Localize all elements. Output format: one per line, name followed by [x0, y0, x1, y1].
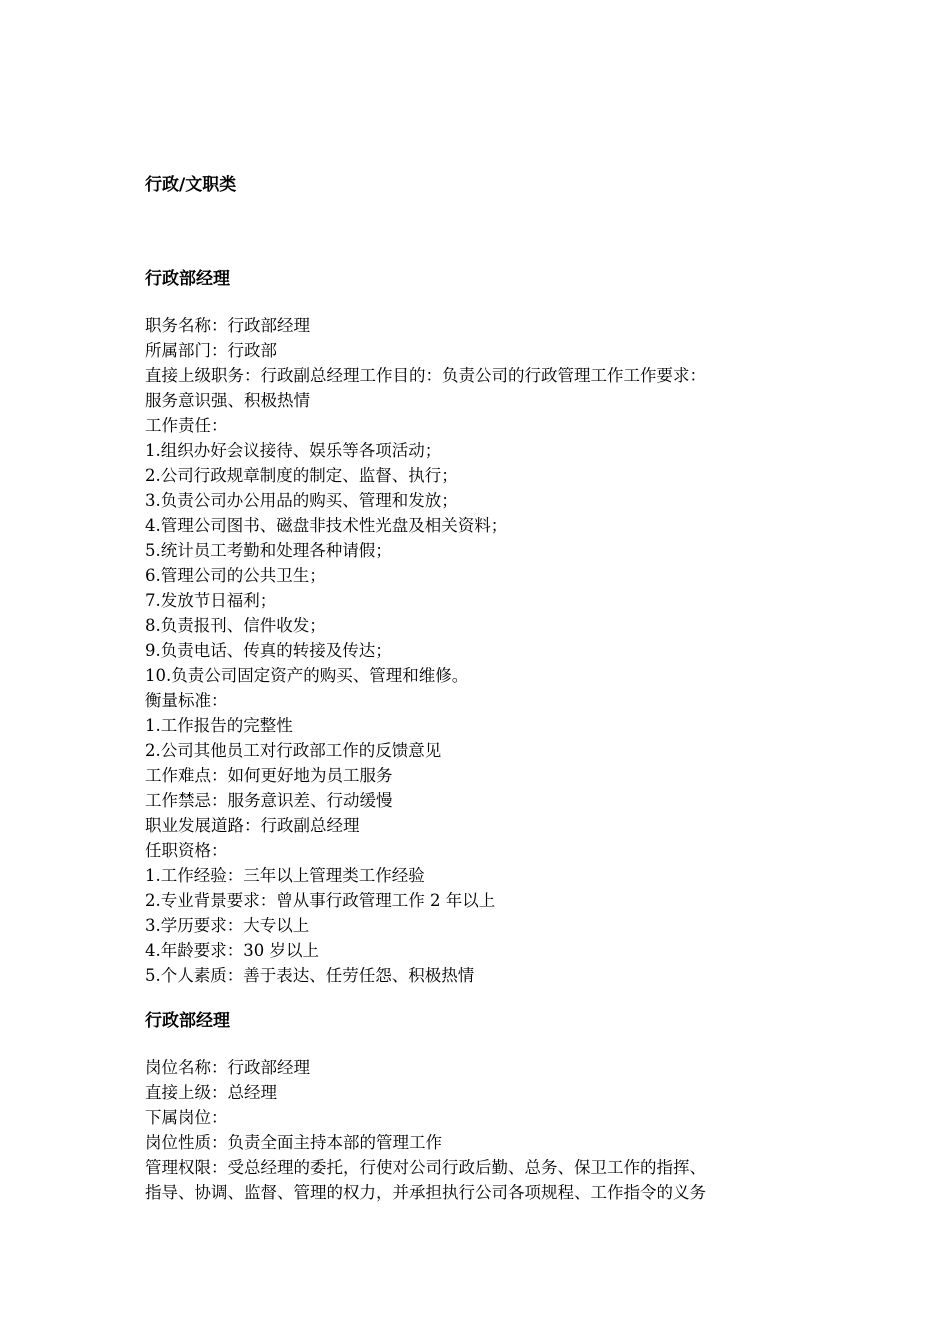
body-line: 1.组织办好会议接待、娱乐等各项活动； — [145, 441, 442, 460]
body-line: 工作禁忌：服务意识差、行动缓慢 — [145, 791, 393, 810]
body-line: 所属部门：行政部 — [145, 341, 277, 360]
body-line: 8.负责报刊、信件收发； — [145, 616, 326, 635]
body-line: 管理权限：受总经理的委托，行使对公司行政后勤、总务、保卫工作的指挥、 — [145, 1158, 706, 1177]
body-line: 1.工作报告的完整性 — [145, 716, 293, 735]
body-line: 直接上级：总经理 — [145, 1083, 277, 1102]
body-line: 5.个人素质：善于表达、任劳任怨、积极热情 — [145, 966, 475, 985]
body-line: 直接上级职务：行政副总经理工作目的：负责公司的行政管理工作工作要求： — [145, 366, 706, 385]
body-line: 7.发放节日福利； — [145, 591, 277, 610]
section-body — [145, 313, 825, 988]
body-line: 2.公司行政规章制度的制定、监督、执行； — [145, 466, 458, 485]
body-line: 1.工作经验：三年以上管理类工作经验 — [145, 866, 425, 885]
body-line: 衡量标准： — [145, 691, 228, 710]
body-line: 3.学历要求：大专以上 — [145, 916, 310, 935]
body-line: 6.管理公司的公共卫生； — [145, 566, 326, 585]
body-line: 4.年龄要求：30 岁以上 — [145, 941, 319, 960]
body-line: 下属岗位： — [145, 1108, 228, 1127]
body-line: 10.负责公司固定资产的购买、管理和维修。 — [145, 666, 469, 685]
body-line: 工作难点：如何更好地为员工服务 — [145, 766, 393, 785]
body-line: 服务意识强、积极热情 — [145, 391, 310, 410]
body-line: 2.专业背景要求：曾从事行政管理工作 2 年以上 — [145, 891, 496, 910]
body-line: 3.负责公司办公用品的购买、管理和发放； — [145, 491, 458, 510]
section-body — [145, 1055, 825, 1205]
body-line: 岗位名称：行政部经理 — [145, 1058, 310, 1077]
body-line: 指导、协调、监督、管理的权力，并承担执行公司各项规程、工作指令的义务 — [145, 1183, 706, 1202]
document-title: 行政/文职类 — [145, 175, 237, 195]
body-line: 任职资格： — [145, 841, 228, 860]
body-line: 2.公司其他员工对行政部工作的反馈意见 — [145, 741, 442, 760]
section-heading: 行政部经理 — [145, 1011, 230, 1031]
body-line: 9.负责电话、传真的转接及传达； — [145, 641, 392, 660]
section-heading: 行政部经理 — [145, 269, 230, 289]
body-line: 岗位性质：负责全面主持本部的管理工作 — [145, 1133, 442, 1152]
body-line: 职务名称：行政部经理 — [145, 316, 310, 335]
body-line: 4.管理公司图书、磁盘非技术性光盘及相关资料； — [145, 516, 508, 535]
body-line: 5.统计员工考勤和处理各种请假； — [145, 541, 392, 560]
body-line: 职业发展道路：行政副总经理 — [145, 816, 360, 835]
body-line: 工作责任： — [145, 416, 228, 435]
